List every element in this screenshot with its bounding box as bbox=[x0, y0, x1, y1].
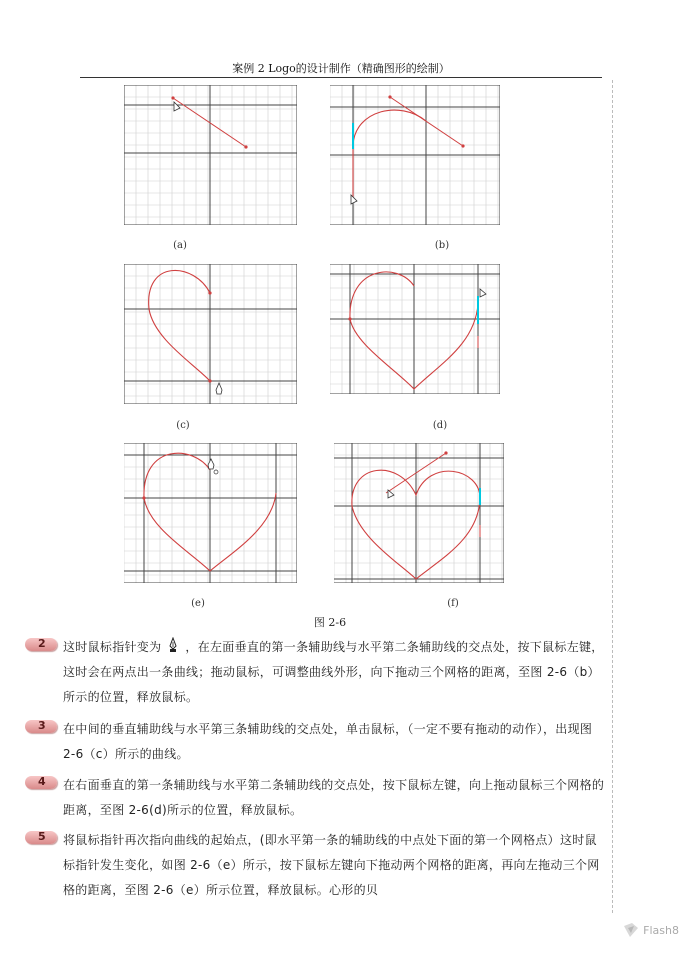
pen-cursor-icon bbox=[216, 383, 222, 394]
anchor-point bbox=[208, 379, 211, 382]
step-number-badge: 2 bbox=[25, 638, 57, 651]
step-4 bbox=[25, 773, 605, 823]
figure-e bbox=[124, 443, 297, 583]
pen-cursor-icon bbox=[208, 459, 214, 469]
figure-b bbox=[330, 85, 500, 225]
handle-point bbox=[388, 95, 391, 98]
figure-label-d: (d) bbox=[432, 420, 448, 431]
figure-label-b: (b) bbox=[434, 240, 450, 251]
watermark: Flash8 bbox=[622, 922, 679, 938]
heart-curve bbox=[149, 270, 210, 381]
step-5 bbox=[25, 828, 605, 903]
step-5-text: 将鼠标指针再次指向曲线的起始点，(即水平第一条的辅助线的中点处下面的第一个网格点）这时鼠标指针发生变化，如图 2-6（e）所示，按下鼠标左键向下拖动两个网格的距离，再向左拖动三个网格的距离，至图 2-6（e）所示位置，释放鼠标。心形的贝 bbox=[63, 833, 600, 897]
figure-caption: 图 2-6 bbox=[313, 616, 347, 629]
anchor-point bbox=[208, 291, 211, 294]
step-number-badge: 4 bbox=[25, 776, 57, 789]
step-number-badge: 5 bbox=[25, 831, 57, 844]
step-3-text: 在中间的垂直辅助线与水平第三条辅助线的交点处，单击鼠标，（一定不要有拖动的动作），出现图 2-6（c）所示的曲线。 bbox=[63, 722, 593, 761]
grid-figure-a bbox=[124, 85, 297, 225]
step-2-text: 这时鼠标指针变为 ，在左面垂直的第一条辅助线与水平第二条辅助线的交点处，按下鼠标左键，这时会在两点出一条曲线；拖动鼠标，可调整曲线外形，向下拖动三个网格的距离，至图 2-6（b）所示的位置，释放鼠标。 bbox=[63, 635, 605, 710]
grid-figure-f bbox=[334, 443, 504, 583]
figure-label-a: (a) bbox=[173, 240, 187, 251]
side-dashed-rule bbox=[612, 80, 613, 913]
step-4-text: 在右面垂直的第一条辅助线与水平第二条辅助线的交点处，按下鼠标左键，向上拖动鼠标三个网格的距离，至图 2-6(d)所示的位置，释放鼠标。 bbox=[63, 778, 605, 817]
close-path-icon bbox=[214, 470, 218, 474]
figure-label-e: (e) bbox=[191, 598, 205, 609]
pen-cursor-icon bbox=[480, 289, 486, 297]
handle-point bbox=[461, 144, 464, 147]
page-header: 案例 2 Logo的设计制作（精确图形的绘制） bbox=[232, 62, 450, 75]
grid-figure-c bbox=[124, 264, 297, 404]
header-rule bbox=[80, 77, 602, 78]
figure-a bbox=[124, 85, 297, 225]
anchor-point bbox=[348, 317, 351, 320]
figure-label-f: (f) bbox=[447, 598, 459, 609]
step-3 bbox=[25, 717, 605, 767]
figure-f bbox=[334, 443, 504, 583]
grid-figure-d bbox=[330, 264, 500, 394]
grid-figure-e bbox=[124, 443, 297, 583]
pen-tool-icon bbox=[167, 637, 179, 653]
figure-d bbox=[330, 264, 500, 394]
handle-point bbox=[244, 145, 247, 148]
flash-logo-icon bbox=[622, 922, 640, 938]
step-number-badge: 3 bbox=[25, 720, 57, 733]
grid-figure-b bbox=[330, 85, 500, 225]
anchor-point bbox=[171, 96, 174, 99]
step-2 bbox=[25, 635, 605, 710]
handle-point bbox=[444, 451, 447, 454]
figure-c bbox=[124, 264, 297, 404]
pen-cursor-icon bbox=[174, 102, 180, 111]
figure-label-c: (c) bbox=[176, 420, 190, 431]
anchor-point bbox=[142, 496, 145, 499]
